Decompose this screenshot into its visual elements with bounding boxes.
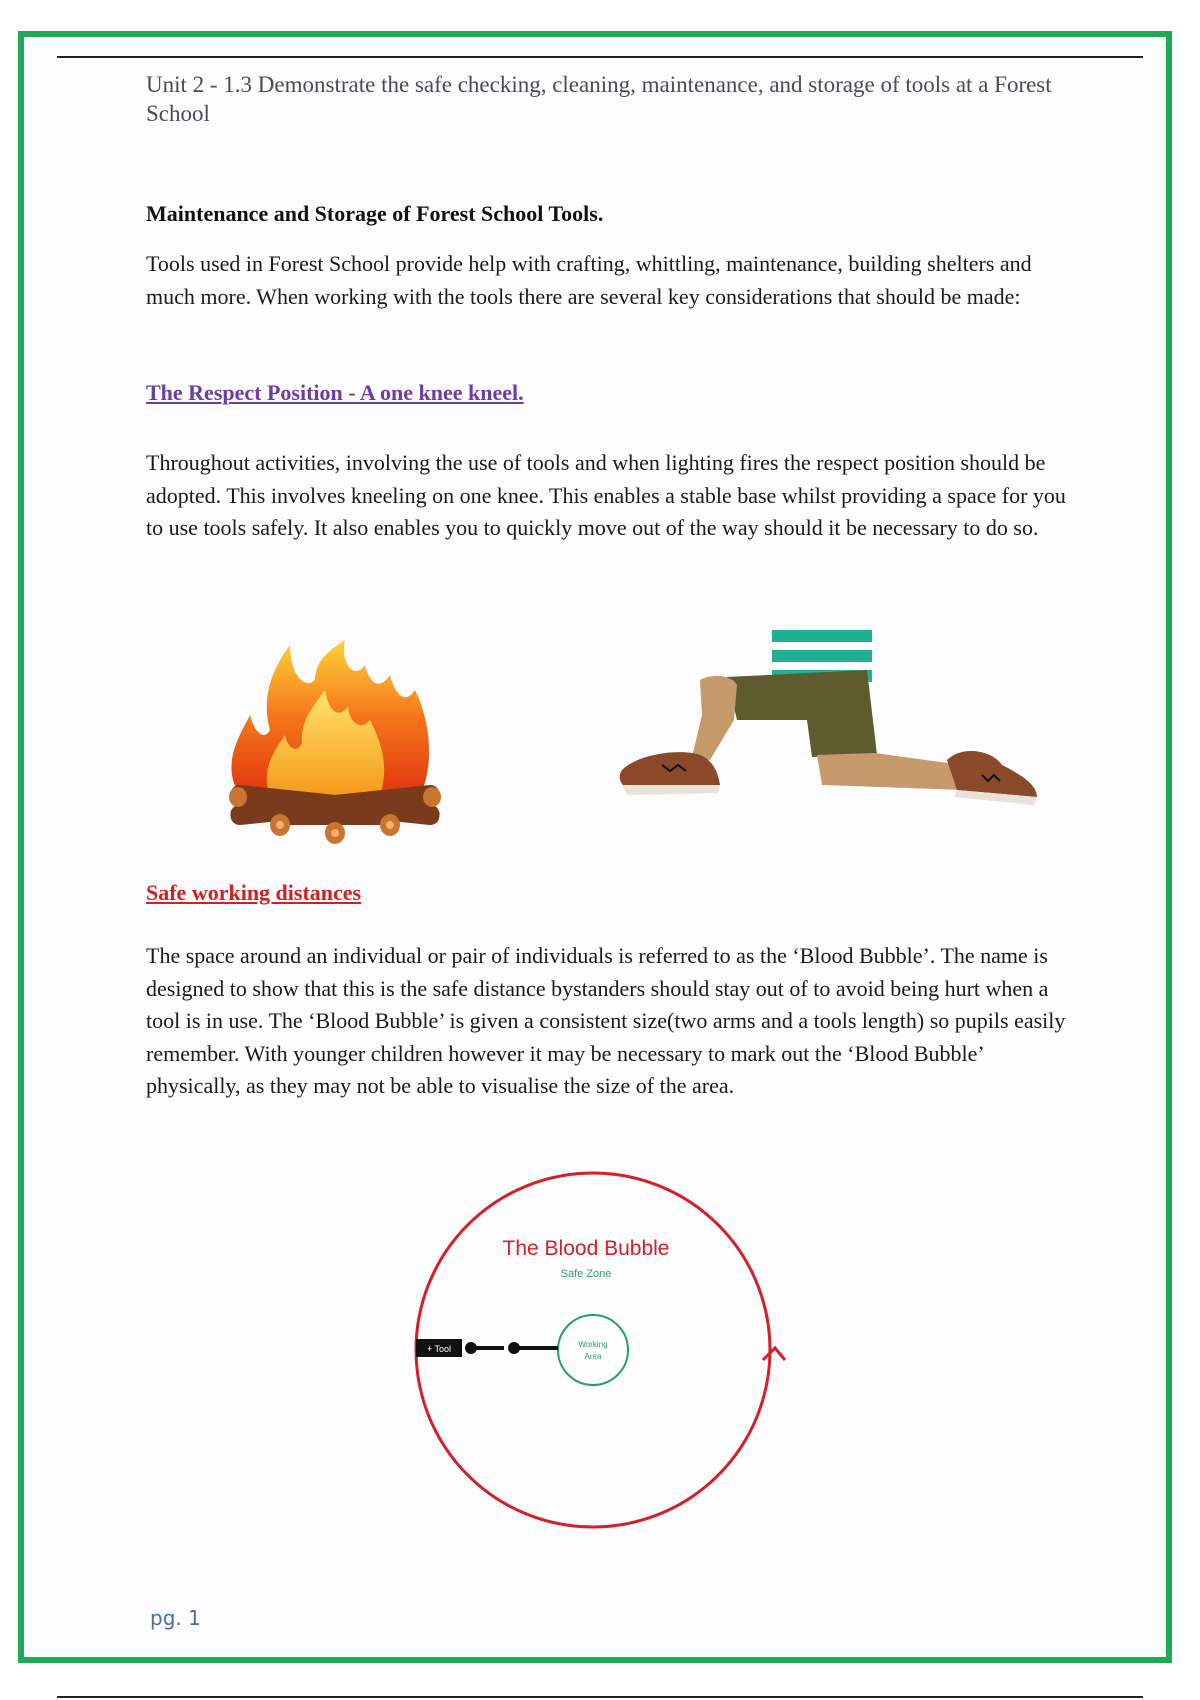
blood-bubble-diagram [408,1165,798,1535]
campfire-image [220,635,450,850]
kneeling-figure-image [612,625,1052,825]
diagram-title: The Blood Bubble [502,1237,670,1260]
working-area-label-1: Working [578,1340,608,1349]
unit-header: Unit 2 - 1.3 Demonstrate the safe checking, cleaning, maintenance, and storage of tools at a Forest School [146,72,1052,126]
blood-bubble-paragraph: The space around an individual or pair of individuals is referred to as the ‘Blood Bubble’. The name is designed to show that this is the safe distance bystanders should stay out of to avoid being hurt when a tool is in use. The ‘Blood Bubble’ is given a consistent size(two arms and a tools length) so pupils easily remember. With younger children however it may be necessary to mark out the ‘Blood Bubble’ physically, as they may not be able to visualise the size of the area. [146,943,1066,1098]
diagram-subtitle: Safe Zone [560,1268,612,1280]
section-title: Maintenance and Storage of Forest School Tools. [146,201,604,226]
tool-label: + Tool [426,1344,452,1354]
respect-position-paragraph: Throughout activities, involving the use of tools and when lighting fires the respect position should be adopted. This involves kneeling on one knee. This enables a stable base whilst providing a space for you to use tools safely. It also enables you to quickly move out of the way should it be necessary to do so. [146,450,1066,540]
intro-paragraph: Tools used in Forest School provide help with crafting, whittling, maintenance, building shelters and much more. When working with the tools there are several key considerations that should be made: [146,251,1032,309]
safe-distances-heading[interactable]: Safe working distances [146,880,362,905]
header-rule [57,56,1143,58]
respect-position-heading[interactable]: The Respect Position - A one knee kneel. [146,380,524,405]
working-area-label-2: Area [584,1352,602,1361]
footer-rule [57,1696,1143,1698]
arms-icon [466,1344,558,1352]
page-number: pg. 1 [150,1606,201,1630]
working-area-circle [558,1315,628,1385]
